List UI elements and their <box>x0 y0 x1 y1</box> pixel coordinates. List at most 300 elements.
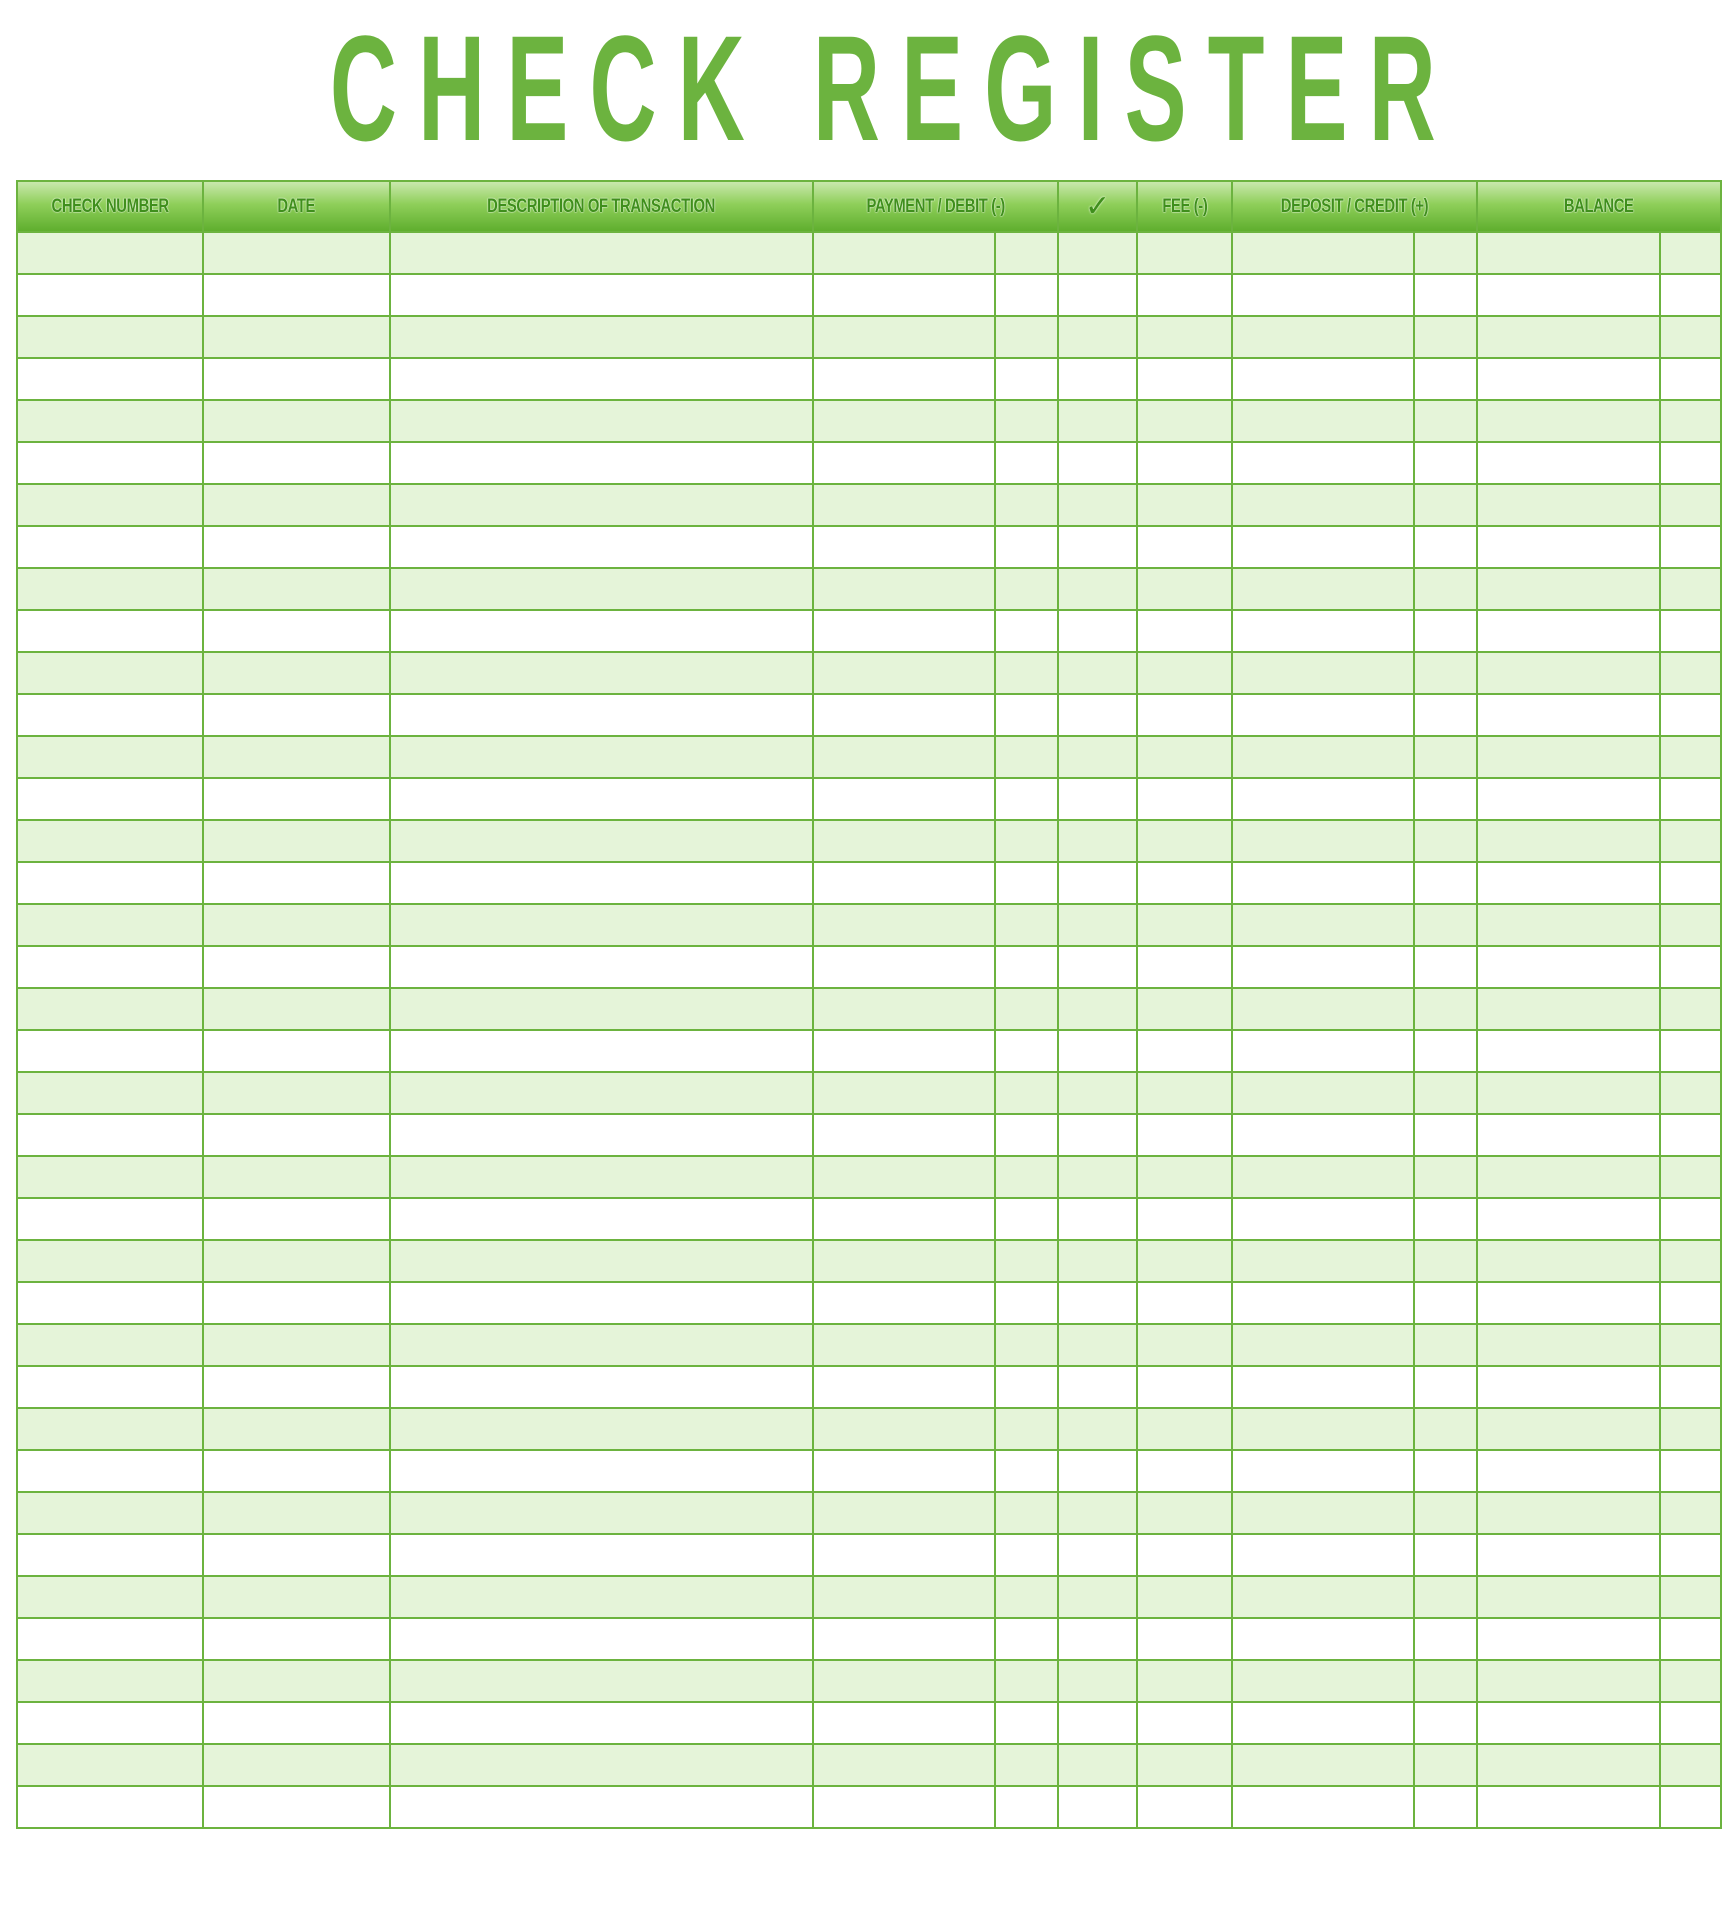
deposit-credit-cents-cell[interactable] <box>1414 1744 1476 1786</box>
check-number-cell[interactable] <box>17 904 203 946</box>
payment-debit-cents-cell[interactable] <box>995 1114 1058 1156</box>
check-cell[interactable] <box>1058 1324 1137 1366</box>
check-cell[interactable] <box>1058 1198 1137 1240</box>
deposit-credit-dollars-cell[interactable] <box>1232 484 1415 526</box>
balance-cents-cell[interactable] <box>1660 652 1721 694</box>
deposit-credit-dollars-cell[interactable] <box>1232 1282 1415 1324</box>
balance-dollars-cell[interactable] <box>1477 652 1660 694</box>
check-cell[interactable] <box>1058 652 1137 694</box>
deposit-credit-dollars-cell[interactable] <box>1232 1660 1415 1702</box>
deposit-credit-dollars-cell[interactable] <box>1232 904 1415 946</box>
payment-debit-cents-cell[interactable] <box>995 400 1058 442</box>
date-cell[interactable] <box>203 526 390 568</box>
date-cell[interactable] <box>203 778 390 820</box>
check-number-cell[interactable] <box>17 568 203 610</box>
balance-cents-cell[interactable] <box>1660 400 1721 442</box>
balance-dollars-cell[interactable] <box>1477 568 1660 610</box>
description-cell[interactable] <box>390 610 813 652</box>
payment-debit-dollars-cell[interactable] <box>813 1282 995 1324</box>
payment-debit-dollars-cell[interactable] <box>813 1450 995 1492</box>
check-cell[interactable] <box>1058 1576 1137 1618</box>
balance-cents-cell[interactable] <box>1660 232 1721 274</box>
check-number-cell[interactable] <box>17 1030 203 1072</box>
check-number-cell[interactable] <box>17 988 203 1030</box>
deposit-credit-cents-cell[interactable] <box>1414 1282 1476 1324</box>
deposit-credit-dollars-cell[interactable] <box>1232 946 1415 988</box>
date-cell[interactable] <box>203 400 390 442</box>
deposit-credit-dollars-cell[interactable] <box>1232 1366 1415 1408</box>
fee-cell[interactable] <box>1137 1198 1231 1240</box>
balance-dollars-cell[interactable] <box>1477 1450 1660 1492</box>
description-cell[interactable] <box>390 1660 813 1702</box>
payment-debit-cents-cell[interactable] <box>995 484 1058 526</box>
check-number-cell[interactable] <box>17 1240 203 1282</box>
payment-debit-dollars-cell[interactable] <box>813 358 995 400</box>
check-number-cell[interactable] <box>17 1618 203 1660</box>
fee-cell[interactable] <box>1137 316 1231 358</box>
payment-debit-dollars-cell[interactable] <box>813 988 995 1030</box>
fee-cell[interactable] <box>1137 1366 1231 1408</box>
balance-dollars-cell[interactable] <box>1477 1534 1660 1576</box>
payment-debit-cents-cell[interactable] <box>995 988 1058 1030</box>
check-cell[interactable] <box>1058 1744 1137 1786</box>
payment-debit-cents-cell[interactable] <box>995 1618 1058 1660</box>
balance-dollars-cell[interactable] <box>1477 232 1660 274</box>
balance-cents-cell[interactable] <box>1660 820 1721 862</box>
date-cell[interactable] <box>203 1786 390 1828</box>
payment-debit-cents-cell[interactable] <box>995 1072 1058 1114</box>
fee-cell[interactable] <box>1137 526 1231 568</box>
description-cell[interactable] <box>390 316 813 358</box>
check-cell[interactable] <box>1058 1408 1137 1450</box>
check-number-cell[interactable] <box>17 862 203 904</box>
date-cell[interactable] <box>203 568 390 610</box>
balance-dollars-cell[interactable] <box>1477 1114 1660 1156</box>
balance-cents-cell[interactable] <box>1660 358 1721 400</box>
balance-dollars-cell[interactable] <box>1477 1198 1660 1240</box>
check-cell[interactable] <box>1058 1534 1137 1576</box>
fee-cell[interactable] <box>1137 904 1231 946</box>
fee-cell[interactable] <box>1137 988 1231 1030</box>
fee-cell[interactable] <box>1137 820 1231 862</box>
check-cell[interactable] <box>1058 778 1137 820</box>
balance-dollars-cell[interactable] <box>1477 1786 1660 1828</box>
check-number-cell[interactable] <box>17 736 203 778</box>
date-cell[interactable] <box>203 316 390 358</box>
payment-debit-dollars-cell[interactable] <box>813 652 995 694</box>
date-cell[interactable] <box>203 1156 390 1198</box>
payment-debit-dollars-cell[interactable] <box>813 946 995 988</box>
check-cell[interactable] <box>1058 1702 1137 1744</box>
check-cell[interactable] <box>1058 442 1137 484</box>
balance-cents-cell[interactable] <box>1660 694 1721 736</box>
check-cell[interactable] <box>1058 484 1137 526</box>
fee-cell[interactable] <box>1137 694 1231 736</box>
deposit-credit-cents-cell[interactable] <box>1414 652 1476 694</box>
date-cell[interactable] <box>203 904 390 946</box>
fee-cell[interactable] <box>1137 1450 1231 1492</box>
description-cell[interactable] <box>390 400 813 442</box>
balance-dollars-cell[interactable] <box>1477 1576 1660 1618</box>
fee-cell[interactable] <box>1137 1156 1231 1198</box>
payment-debit-cents-cell[interactable] <box>995 1660 1058 1702</box>
balance-cents-cell[interactable] <box>1660 526 1721 568</box>
date-cell[interactable] <box>203 1702 390 1744</box>
payment-debit-cents-cell[interactable] <box>995 1156 1058 1198</box>
deposit-credit-dollars-cell[interactable] <box>1232 1324 1415 1366</box>
check-cell[interactable] <box>1058 400 1137 442</box>
deposit-credit-dollars-cell[interactable] <box>1232 610 1415 652</box>
description-cell[interactable] <box>390 1534 813 1576</box>
balance-cents-cell[interactable] <box>1660 1534 1721 1576</box>
deposit-credit-cents-cell[interactable] <box>1414 1660 1476 1702</box>
check-cell[interactable] <box>1058 988 1137 1030</box>
balance-cents-cell[interactable] <box>1660 1198 1721 1240</box>
check-number-cell[interactable] <box>17 694 203 736</box>
balance-cents-cell[interactable] <box>1660 610 1721 652</box>
deposit-credit-cents-cell[interactable] <box>1414 442 1476 484</box>
check-number-cell[interactable] <box>17 442 203 484</box>
deposit-credit-dollars-cell[interactable] <box>1232 1198 1415 1240</box>
deposit-credit-cents-cell[interactable] <box>1414 1786 1476 1828</box>
check-number-cell[interactable] <box>17 232 203 274</box>
balance-cents-cell[interactable] <box>1660 1492 1721 1534</box>
balance-cents-cell[interactable] <box>1660 736 1721 778</box>
deposit-credit-cents-cell[interactable] <box>1414 1240 1476 1282</box>
check-number-cell[interactable] <box>17 358 203 400</box>
date-cell[interactable] <box>203 1450 390 1492</box>
date-cell[interactable] <box>203 442 390 484</box>
deposit-credit-dollars-cell[interactable] <box>1232 1534 1415 1576</box>
balance-dollars-cell[interactable] <box>1477 862 1660 904</box>
check-number-cell[interactable] <box>17 484 203 526</box>
payment-debit-dollars-cell[interactable] <box>813 694 995 736</box>
deposit-credit-dollars-cell[interactable] <box>1232 1492 1415 1534</box>
payment-debit-cents-cell[interactable] <box>995 1030 1058 1072</box>
fee-cell[interactable] <box>1137 1618 1231 1660</box>
check-number-cell[interactable] <box>17 778 203 820</box>
balance-cents-cell[interactable] <box>1660 274 1721 316</box>
description-cell[interactable] <box>390 904 813 946</box>
deposit-credit-cents-cell[interactable] <box>1414 1450 1476 1492</box>
description-cell[interactable] <box>390 988 813 1030</box>
description-cell[interactable] <box>390 778 813 820</box>
check-number-cell[interactable] <box>17 1072 203 1114</box>
deposit-credit-dollars-cell[interactable] <box>1232 1408 1415 1450</box>
deposit-credit-cents-cell[interactable] <box>1414 358 1476 400</box>
date-cell[interactable] <box>203 1030 390 1072</box>
check-number-cell[interactable] <box>17 1450 203 1492</box>
payment-debit-dollars-cell[interactable] <box>813 1702 995 1744</box>
balance-dollars-cell[interactable] <box>1477 1744 1660 1786</box>
check-cell[interactable] <box>1058 274 1137 316</box>
date-cell[interactable] <box>203 1534 390 1576</box>
description-cell[interactable] <box>390 442 813 484</box>
fee-cell[interactable] <box>1137 652 1231 694</box>
balance-cents-cell[interactable] <box>1660 316 1721 358</box>
balance-dollars-cell[interactable] <box>1477 1156 1660 1198</box>
check-cell[interactable] <box>1058 1030 1137 1072</box>
payment-debit-cents-cell[interactable] <box>995 1450 1058 1492</box>
fee-cell[interactable] <box>1137 400 1231 442</box>
check-cell[interactable] <box>1058 1450 1137 1492</box>
balance-dollars-cell[interactable] <box>1477 274 1660 316</box>
balance-dollars-cell[interactable] <box>1477 610 1660 652</box>
description-cell[interactable] <box>390 1786 813 1828</box>
payment-debit-cents-cell[interactable] <box>995 1702 1058 1744</box>
description-cell[interactable] <box>390 1156 813 1198</box>
balance-cents-cell[interactable] <box>1660 568 1721 610</box>
deposit-credit-cents-cell[interactable] <box>1414 820 1476 862</box>
check-cell[interactable] <box>1058 1660 1137 1702</box>
payment-debit-dollars-cell[interactable] <box>813 568 995 610</box>
fee-cell[interactable] <box>1137 484 1231 526</box>
balance-dollars-cell[interactable] <box>1477 1702 1660 1744</box>
payment-debit-dollars-cell[interactable] <box>813 1114 995 1156</box>
deposit-credit-dollars-cell[interactable] <box>1232 1618 1415 1660</box>
payment-debit-dollars-cell[interactable] <box>813 862 995 904</box>
payment-debit-cents-cell[interactable] <box>995 1534 1058 1576</box>
balance-cents-cell[interactable] <box>1660 442 1721 484</box>
date-cell[interactable] <box>203 1618 390 1660</box>
payment-debit-cents-cell[interactable] <box>995 442 1058 484</box>
check-cell[interactable] <box>1058 610 1137 652</box>
date-cell[interactable] <box>203 1744 390 1786</box>
description-cell[interactable] <box>390 526 813 568</box>
deposit-credit-dollars-cell[interactable] <box>1232 1072 1415 1114</box>
deposit-credit-dollars-cell[interactable] <box>1232 526 1415 568</box>
balance-dollars-cell[interactable] <box>1477 946 1660 988</box>
check-cell[interactable] <box>1058 862 1137 904</box>
deposit-credit-dollars-cell[interactable] <box>1232 1114 1415 1156</box>
payment-debit-cents-cell[interactable] <box>995 1576 1058 1618</box>
balance-cents-cell[interactable] <box>1660 484 1721 526</box>
payment-debit-cents-cell[interactable] <box>995 232 1058 274</box>
balance-cents-cell[interactable] <box>1660 946 1721 988</box>
description-cell[interactable] <box>390 652 813 694</box>
description-cell[interactable] <box>390 1324 813 1366</box>
date-cell[interactable] <box>203 946 390 988</box>
deposit-credit-dollars-cell[interactable] <box>1232 1450 1415 1492</box>
payment-debit-dollars-cell[interactable] <box>813 400 995 442</box>
date-cell[interactable] <box>203 232 390 274</box>
deposit-credit-dollars-cell[interactable] <box>1232 1240 1415 1282</box>
check-cell[interactable] <box>1058 526 1137 568</box>
payment-debit-cents-cell[interactable] <box>995 736 1058 778</box>
payment-debit-dollars-cell[interactable] <box>813 274 995 316</box>
payment-debit-dollars-cell[interactable] <box>813 442 995 484</box>
description-cell[interactable] <box>390 820 813 862</box>
payment-debit-dollars-cell[interactable] <box>813 232 995 274</box>
deposit-credit-cents-cell[interactable] <box>1414 1408 1476 1450</box>
check-number-cell[interactable] <box>17 1114 203 1156</box>
fee-cell[interactable] <box>1137 1114 1231 1156</box>
deposit-credit-dollars-cell[interactable] <box>1232 1576 1415 1618</box>
deposit-credit-cents-cell[interactable] <box>1414 1366 1476 1408</box>
balance-cents-cell[interactable] <box>1660 1786 1721 1828</box>
fee-cell[interactable] <box>1137 1030 1231 1072</box>
description-cell[interactable] <box>390 1072 813 1114</box>
check-cell[interactable] <box>1058 232 1137 274</box>
description-cell[interactable] <box>390 1240 813 1282</box>
date-cell[interactable] <box>203 1408 390 1450</box>
payment-debit-dollars-cell[interactable] <box>813 316 995 358</box>
check-cell[interactable] <box>1058 1786 1137 1828</box>
date-cell[interactable] <box>203 862 390 904</box>
balance-cents-cell[interactable] <box>1660 1576 1721 1618</box>
balance-dollars-cell[interactable] <box>1477 1030 1660 1072</box>
description-cell[interactable] <box>390 946 813 988</box>
check-number-cell[interactable] <box>17 1702 203 1744</box>
payment-debit-cents-cell[interactable] <box>995 274 1058 316</box>
deposit-credit-dollars-cell[interactable] <box>1232 1030 1415 1072</box>
fee-cell[interactable] <box>1137 862 1231 904</box>
date-cell[interactable] <box>203 988 390 1030</box>
description-cell[interactable] <box>390 568 813 610</box>
payment-debit-dollars-cell[interactable] <box>813 1576 995 1618</box>
deposit-credit-cents-cell[interactable] <box>1414 1198 1476 1240</box>
check-cell[interactable] <box>1058 1156 1137 1198</box>
payment-debit-cents-cell[interactable] <box>995 694 1058 736</box>
balance-dollars-cell[interactable] <box>1477 442 1660 484</box>
check-number-cell[interactable] <box>17 1198 203 1240</box>
deposit-credit-dollars-cell[interactable] <box>1232 652 1415 694</box>
description-cell[interactable] <box>390 694 813 736</box>
deposit-credit-cents-cell[interactable] <box>1414 232 1476 274</box>
date-cell[interactable] <box>203 1324 390 1366</box>
balance-dollars-cell[interactable] <box>1477 1618 1660 1660</box>
balance-dollars-cell[interactable] <box>1477 820 1660 862</box>
payment-debit-dollars-cell[interactable] <box>813 1744 995 1786</box>
fee-cell[interactable] <box>1137 358 1231 400</box>
deposit-credit-dollars-cell[interactable] <box>1232 1702 1415 1744</box>
deposit-credit-dollars-cell[interactable] <box>1232 988 1415 1030</box>
payment-debit-cents-cell[interactable] <box>995 610 1058 652</box>
deposit-credit-cents-cell[interactable] <box>1414 694 1476 736</box>
description-cell[interactable] <box>390 358 813 400</box>
date-cell[interactable] <box>203 484 390 526</box>
balance-cents-cell[interactable] <box>1660 1156 1721 1198</box>
deposit-credit-dollars-cell[interactable] <box>1232 400 1415 442</box>
date-cell[interactable] <box>203 1576 390 1618</box>
check-cell[interactable] <box>1058 1366 1137 1408</box>
deposit-credit-cents-cell[interactable] <box>1414 1324 1476 1366</box>
description-cell[interactable] <box>390 484 813 526</box>
check-number-cell[interactable] <box>17 1660 203 1702</box>
fee-cell[interactable] <box>1137 232 1231 274</box>
description-cell[interactable] <box>390 1198 813 1240</box>
payment-debit-cents-cell[interactable] <box>995 820 1058 862</box>
deposit-credit-cents-cell[interactable] <box>1414 1534 1476 1576</box>
balance-dollars-cell[interactable] <box>1477 358 1660 400</box>
payment-debit-cents-cell[interactable] <box>995 1744 1058 1786</box>
fee-cell[interactable] <box>1137 1702 1231 1744</box>
description-cell[interactable] <box>390 1114 813 1156</box>
description-cell[interactable] <box>390 232 813 274</box>
check-cell[interactable] <box>1058 904 1137 946</box>
deposit-credit-dollars-cell[interactable] <box>1232 316 1415 358</box>
payment-debit-dollars-cell[interactable] <box>813 610 995 652</box>
payment-debit-dollars-cell[interactable] <box>813 484 995 526</box>
fee-cell[interactable] <box>1137 442 1231 484</box>
deposit-credit-cents-cell[interactable] <box>1414 484 1476 526</box>
check-cell[interactable] <box>1058 1618 1137 1660</box>
date-cell[interactable] <box>203 1282 390 1324</box>
fee-cell[interactable] <box>1137 1072 1231 1114</box>
deposit-credit-cents-cell[interactable] <box>1414 316 1476 358</box>
fee-cell[interactable] <box>1137 1534 1231 1576</box>
balance-dollars-cell[interactable] <box>1477 1282 1660 1324</box>
balance-dollars-cell[interactable] <box>1477 736 1660 778</box>
description-cell[interactable] <box>390 1366 813 1408</box>
balance-cents-cell[interactable] <box>1660 862 1721 904</box>
balance-cents-cell[interactable] <box>1660 1408 1721 1450</box>
payment-debit-cents-cell[interactable] <box>995 946 1058 988</box>
check-number-cell[interactable] <box>17 1324 203 1366</box>
payment-debit-cents-cell[interactable] <box>995 316 1058 358</box>
deposit-credit-cents-cell[interactable] <box>1414 1492 1476 1534</box>
payment-debit-dollars-cell[interactable] <box>813 1492 995 1534</box>
deposit-credit-cents-cell[interactable] <box>1414 988 1476 1030</box>
check-cell[interactable] <box>1058 694 1137 736</box>
deposit-credit-cents-cell[interactable] <box>1414 1156 1476 1198</box>
deposit-credit-cents-cell[interactable] <box>1414 904 1476 946</box>
balance-dollars-cell[interactable] <box>1477 988 1660 1030</box>
balance-dollars-cell[interactable] <box>1477 1660 1660 1702</box>
fee-cell[interactable] <box>1137 736 1231 778</box>
balance-cents-cell[interactable] <box>1660 1702 1721 1744</box>
check-number-cell[interactable] <box>17 1366 203 1408</box>
payment-debit-dollars-cell[interactable] <box>813 1660 995 1702</box>
deposit-credit-dollars-cell[interactable] <box>1232 820 1415 862</box>
balance-cents-cell[interactable] <box>1660 904 1721 946</box>
check-number-cell[interactable] <box>17 1156 203 1198</box>
deposit-credit-dollars-cell[interactable] <box>1232 568 1415 610</box>
description-cell[interactable] <box>390 736 813 778</box>
check-cell[interactable] <box>1058 358 1137 400</box>
payment-debit-cents-cell[interactable] <box>995 904 1058 946</box>
fee-cell[interactable] <box>1137 946 1231 988</box>
balance-dollars-cell[interactable] <box>1477 1072 1660 1114</box>
date-cell[interactable] <box>203 694 390 736</box>
deposit-credit-cents-cell[interactable] <box>1414 610 1476 652</box>
payment-debit-cents-cell[interactable] <box>995 1492 1058 1534</box>
balance-cents-cell[interactable] <box>1660 1324 1721 1366</box>
payment-debit-dollars-cell[interactable] <box>813 778 995 820</box>
deposit-credit-cents-cell[interactable] <box>1414 1702 1476 1744</box>
date-cell[interactable] <box>203 1366 390 1408</box>
check-number-cell[interactable] <box>17 1786 203 1828</box>
deposit-credit-cents-cell[interactable] <box>1414 1618 1476 1660</box>
check-cell[interactable] <box>1058 1072 1137 1114</box>
payment-debit-dollars-cell[interactable] <box>813 1072 995 1114</box>
balance-dollars-cell[interactable] <box>1477 316 1660 358</box>
date-cell[interactable] <box>203 610 390 652</box>
balance-dollars-cell[interactable] <box>1477 1366 1660 1408</box>
balance-cents-cell[interactable] <box>1660 1450 1721 1492</box>
check-cell[interactable] <box>1058 1282 1137 1324</box>
payment-debit-cents-cell[interactable] <box>995 1198 1058 1240</box>
deposit-credit-dollars-cell[interactable] <box>1232 862 1415 904</box>
deposit-credit-dollars-cell[interactable] <box>1232 358 1415 400</box>
balance-cents-cell[interactable] <box>1660 1114 1721 1156</box>
balance-cents-cell[interactable] <box>1660 778 1721 820</box>
balance-dollars-cell[interactable] <box>1477 694 1660 736</box>
payment-debit-cents-cell[interactable] <box>995 1282 1058 1324</box>
deposit-credit-dollars-cell[interactable] <box>1232 274 1415 316</box>
payment-debit-cents-cell[interactable] <box>995 1324 1058 1366</box>
fee-cell[interactable] <box>1137 1744 1231 1786</box>
